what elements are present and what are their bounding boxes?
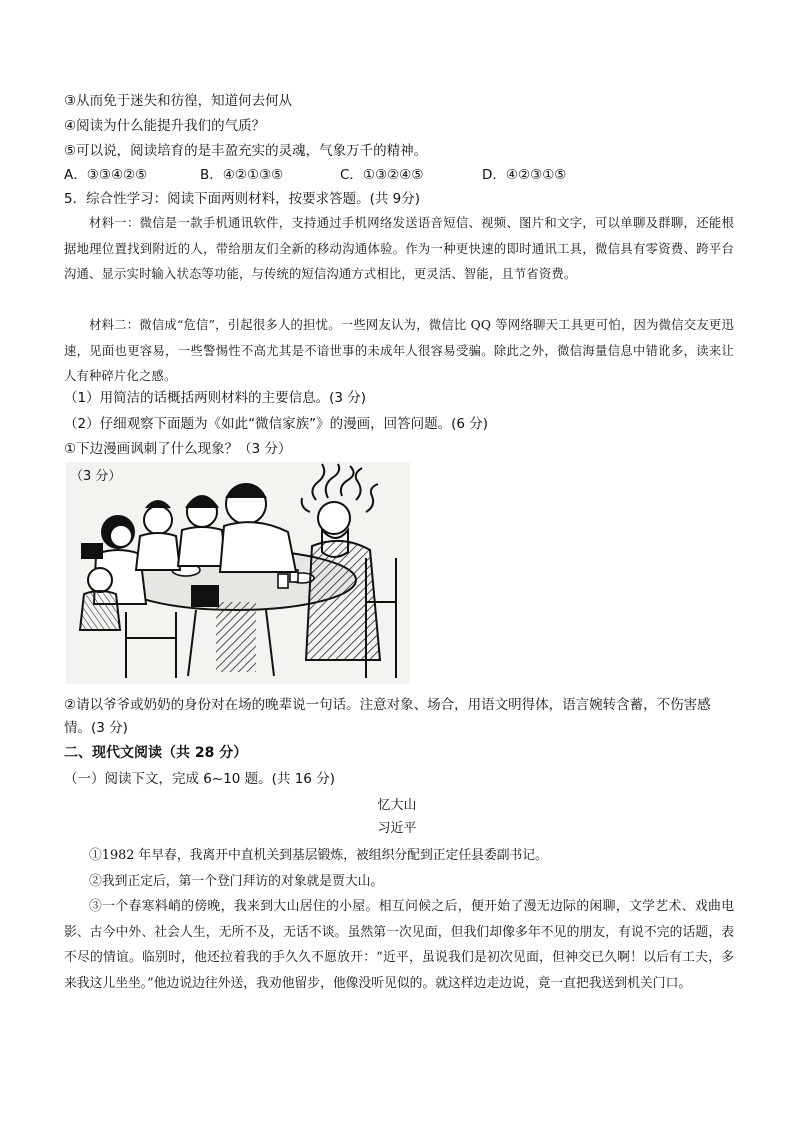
material-2-text: 材料二：微信成“危信”，引起很多人的担忧。一些网友认为，微信比 QQ 等网络聊天工具更可怕，因为微信交友更迅速，见面也更容易，一些警惕性不高尤其是不谙世事的未成年人很容易受骗。除此之外，微信海量信息中错讹多，读来让人有种碎片化之感。 xyxy=(64,318,734,383)
article-body xyxy=(64,843,734,996)
material-1-text: 材料一：微信是一款手机通讯软件，支持通过手机网络发送语音短信、视频、图片和文字，可以单聊及群聊，还能根据地理位置找到附近的人，带给朋友们全新的移动沟通体验。作为一种更快速的即时通讯工具，微信具有零资费、跨平台沟通、显示实时输入状态等功能，与传统的短信沟通方式相比，更灵活、智能，且节省资费。 xyxy=(64,216,734,281)
q4-item-3: ③从而免于迷失和彷徨，知道何去何从 xyxy=(64,93,293,109)
q5-sub-question-2b: ②请以爷爷或奶奶的身份对在场的晚辈说一句话。注意对象、场合，用语文明得体，语言婉转含蓄，不伤害感情。(3 分) xyxy=(64,697,711,736)
article-title: 忆大山 xyxy=(377,798,417,813)
q5-sub-question-2: （2）仔细观察下面题为《如此“微信家族”》的漫画，回答问题。(6 分) xyxy=(64,416,488,432)
cartoon-image xyxy=(66,462,410,684)
q4-option-d: D．④②③①⑤ xyxy=(482,167,567,183)
cartoon-score-label: （3 分） xyxy=(70,469,122,484)
q5-material-1 xyxy=(64,211,734,288)
section-2-title: 二、现代文阅读（共 28 分） xyxy=(64,745,248,761)
q4-option-b: B．④②①③⑤ xyxy=(200,167,284,183)
article-paragraph-2: ②我到正定后，第一个登门拜访的对象就是贾大山。 xyxy=(89,873,384,889)
q4-option-a: A．③③④②⑤ xyxy=(64,167,148,183)
article-author: 习近平 xyxy=(377,821,417,836)
article-paragraph-3: ③一个春寒料峭的傍晚，我来到大山居住的小屋。相互问候之后，便开始了漫无边际的闲聊，文学艺术、戏曲电影、古今中外、社会人生，无所不及，无话不谈。虽然第一次见面，但我们却像多年不见的朋友，有说不完的话题，表不尽的情谊。临别时，他还拉着我的手久久不愿放开：“近平，虽说我们是初次见面，但神交已久啊！以后有工夫，多来我这儿坐坐。”他边说边往外送，我劝他留步，他像没听见似的。就这样边走边说，竟一直把我送到机关门口。 xyxy=(64,899,734,991)
q5-sub-question-1: （1）用简洁的话概括两则材料的主要信息。(3 分) xyxy=(64,390,367,406)
section-2-part-1: （一）阅读下文，完成 6~10 题。(共 16 分) xyxy=(64,771,335,787)
q5-sub-question-2a: ①下边漫画讽刺了什么现象？（3 分） xyxy=(64,441,292,457)
q4-item-5: ⑤可以说，阅读培育的是丰盈充实的灵魂，气象万千的精神。 xyxy=(64,143,428,159)
q5-material-2 xyxy=(64,313,734,390)
q4-option-c: C．①③②④⑤ xyxy=(340,167,424,183)
family-dinner-drawing xyxy=(66,462,410,684)
article-paragraph-1: ①1982 年早春，我离开中直机关到基层锻炼，被组织分配到正定任县委副书记。 xyxy=(89,848,548,863)
q5-title: 5．综合性学习：阅读下面两则材料，按要求答题。(共 9分) xyxy=(64,191,421,207)
q4-item-4: ④阅读为什么能提升我们的气质？ xyxy=(64,118,266,134)
